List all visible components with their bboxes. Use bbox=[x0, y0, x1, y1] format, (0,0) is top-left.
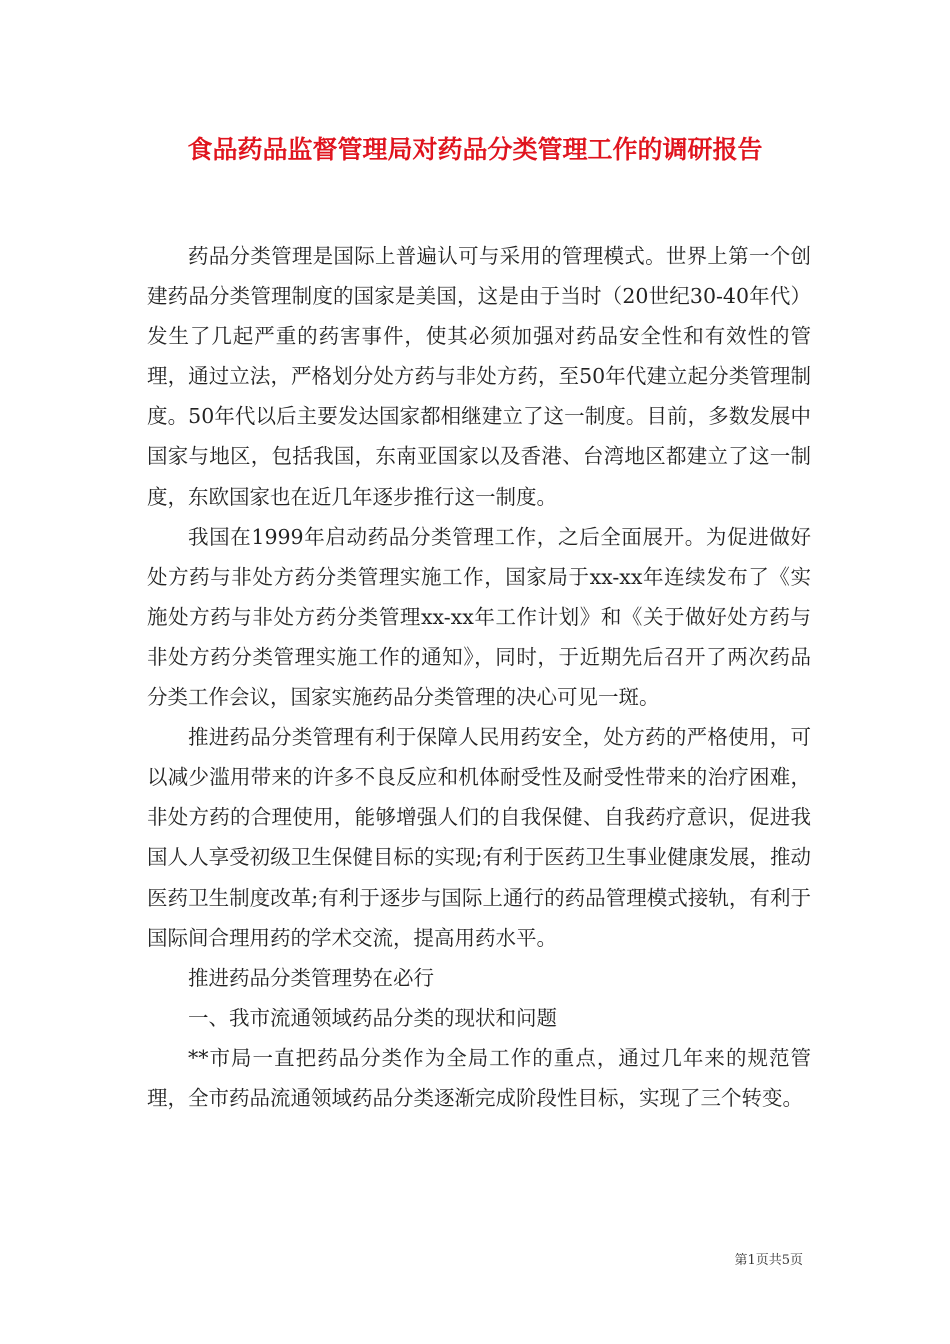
document-body bbox=[147, 236, 811, 1118]
document-title: 食品药品监督管理局对药品分类管理工作的调研报告 bbox=[187, 135, 763, 164]
paragraph-4: 推进药品分类管理势在必行 bbox=[188, 965, 434, 990]
page-number: 第1页共5页 bbox=[734, 1253, 803, 1268]
section-heading: 一、我市流通领域药品分类的现状和问题 bbox=[188, 1005, 557, 1030]
paragraph-1: 药品分类管理是国际上普遍认可与采用的管理模式。世界上第一个创建药品分类管理制度的国家是美国，这是由于当时（20世纪30-40年代）发生了几起严重的药害事件，使其必须加强对药品安全性和有效性的管理，通过立法，严格划分处方药与非处方药，至50年代建立起分类管理制度。50年代以后主要发达国家都相继建立了这一制度。目前，多数发展中国家与地区，包括我国，东南亚国家以及香港、台湾地区都建立了这一制度，东欧国家也在近几年逐步推行这一制度。 bbox=[147, 244, 811, 509]
paragraph-2: 我国在1999年启动药品分类管理工作，之后全面展开。为促进做好处方药与非处方药分类管理实施工作，国家局于xx-xx年连续发布了《实施处方药与非处方药分类管理xx-xx年工作计划》和《关于做好处方药与非处方药分类管理实施工作的通知》，同时，于近期先后召开了两次药品分类工作会议，国家实施药品分类管理的决心可见一斑。 bbox=[147, 524, 811, 710]
paragraph-5: **市局一直把药品分类作为全局工作的重点，通过几年来的规范管理，全市药品流通领域药品分类逐渐完成阶段性目标，实现了三个转变。 bbox=[147, 1045, 811, 1110]
paragraph-3: 推进药品分类管理有利于保障人民用药安全，处方药的严格使用，可以减少滥用带来的许多不良反应和机体耐受性及耐受性带来的治疗困难，非处方药的合理使用，能够增强人们的自我保健、自我药疗意识，促进我国人人享受初级卫生保健目标的实现;有利于医药卫生事业健康发展，推动医药卫生制度改革;有利于逐步与国际上通行的药品管理模式接轨，有利于国际间合理用药的学术交流，提高用药水平。 bbox=[147, 725, 811, 950]
